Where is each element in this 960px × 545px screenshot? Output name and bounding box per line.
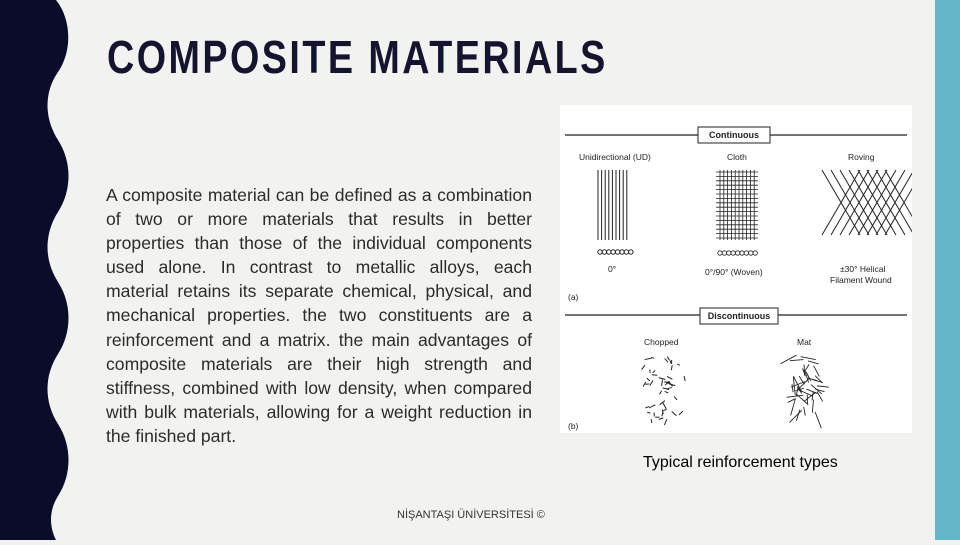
footer-university: NİŞANTAŞI ÜNİVERSİTESİ ©	[397, 509, 545, 521]
panel-b-label: (b)	[568, 421, 579, 431]
unidirectional-fibers-illustration	[598, 170, 633, 254]
mat-label: Mat	[797, 337, 812, 347]
helical-roving-illustration	[822, 170, 912, 235]
woven-cloth-illustration	[716, 170, 758, 255]
reinforcement-types-figure	[560, 105, 912, 433]
unidirectional-label: Unidirectional (UD)	[579, 152, 651, 162]
mat-fibers-illustration	[781, 355, 829, 428]
panel-a-label: (a)	[568, 292, 579, 302]
slide-title: COMPOSITE MATERIALS	[107, 30, 608, 84]
left-decorative-band	[0, 0, 80, 540]
chopped-fibers-illustration	[642, 357, 686, 426]
body-paragraph: A composite material can be defined as a combination of two or more materials that results in better properties than those of the individual components used alone. In contrast to metallic alloys, each material retains its separate chemical, physical, and mechanical properties. the two constituents are a reinforcement and a matrix. the main advantages of composite materials are their high strength and stiffness, combined with low density, when compared with bulk materials, allowing for a weight reduction in the finished part.	[106, 183, 532, 448]
woven-angle-label: 0°/90° (Woven)	[705, 267, 763, 277]
roving-label: Roving	[848, 152, 875, 162]
right-accent-band	[935, 0, 960, 540]
helical-label-line1: ±30° Helical	[840, 264, 886, 274]
chopped-label: Chopped	[644, 337, 679, 347]
figure-caption: Typical reinforcement types	[643, 454, 838, 472]
discontinuous-label: Discontinuous	[708, 311, 771, 321]
cloth-label: Cloth	[727, 152, 747, 162]
ud-angle-label: 0°	[608, 264, 616, 274]
helical-label-line2: Filament Wound	[830, 275, 892, 285]
continuous-label: Continuous	[709, 130, 759, 140]
